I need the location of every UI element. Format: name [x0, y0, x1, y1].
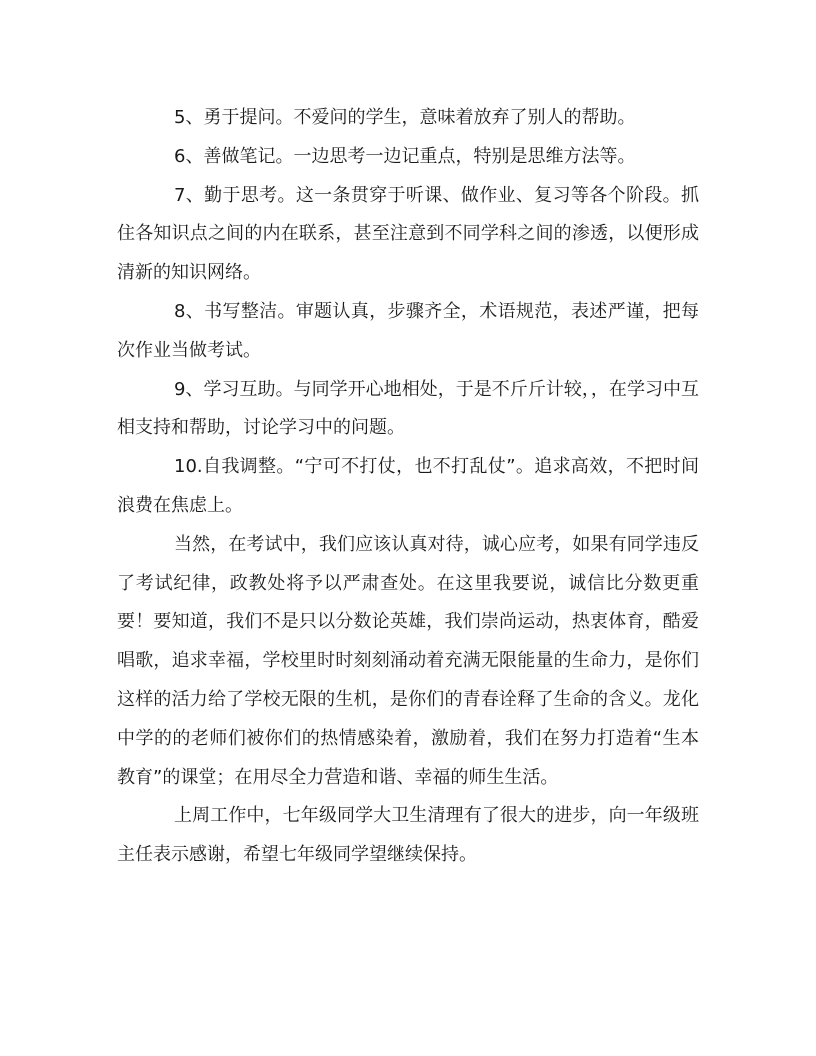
- document-body: [117, 99, 699, 875]
- paragraph-tip-5: 5、勇于提问。不爱问的学生，意味着放弃了别人的帮助。: [174, 107, 636, 128]
- paragraph-tip-10: 10.自我调整。“宁可不打仗，也不打乱仗”。追求高效，不把时间浪费在焦虑上。: [117, 456, 699, 516]
- paragraph-tip-6: 6、善做笔记。一边思考一边记重点，特别是思维方法等。: [174, 145, 636, 167]
- paragraph-weekly-summary: 上周工作中，七年级同学大卫生清理有了很大的进步，向一年级班主任表示感谢，希望七年级同学望继续保持。: [117, 805, 699, 866]
- paragraph-tip-9: 9、学习互助。与同学开心地相处，于是不斤斤计较，，在学习中互相支持和帮助，讨论学习中的问题。: [117, 378, 699, 439]
- paragraph-tip-7: 7、勤于思考。这一条贯穿于听课、做作业、复习等各个阶段。抓住各知识点之间的内在联系，甚至注意到不同学科之间的渗透，以便形成清新的知识网络。: [117, 184, 699, 284]
- paragraph-tip-8: 8、书写整洁。审题认真，步骤齐全，术语规范，表述严谨，把每次作业当做考试。: [117, 300, 699, 361]
- paragraph-exam-integrity: 当然，在考试中，我们应该认真对待，诚心应考，如果有同学违反了考试纪律，政教处将予以严肃查处。在这里我要说，诚信比分数更重要！要知道，我们不是只以分数论英雄，我们崇尚运动，热衷体育，酷爱唱歌，追求幸福，学校里时时刻刻涌动着充满无限能量的生命力，是你们这样的活力给了学校无限的生机，是你们的青春诠释了生命的含义。龙化中学的的老师们被你们的热情感染着，激励着，我们在努力打造着“生本教育”的课堂；在用尽全力营造和谐、幸福的师生生活。: [117, 533, 699, 788]
